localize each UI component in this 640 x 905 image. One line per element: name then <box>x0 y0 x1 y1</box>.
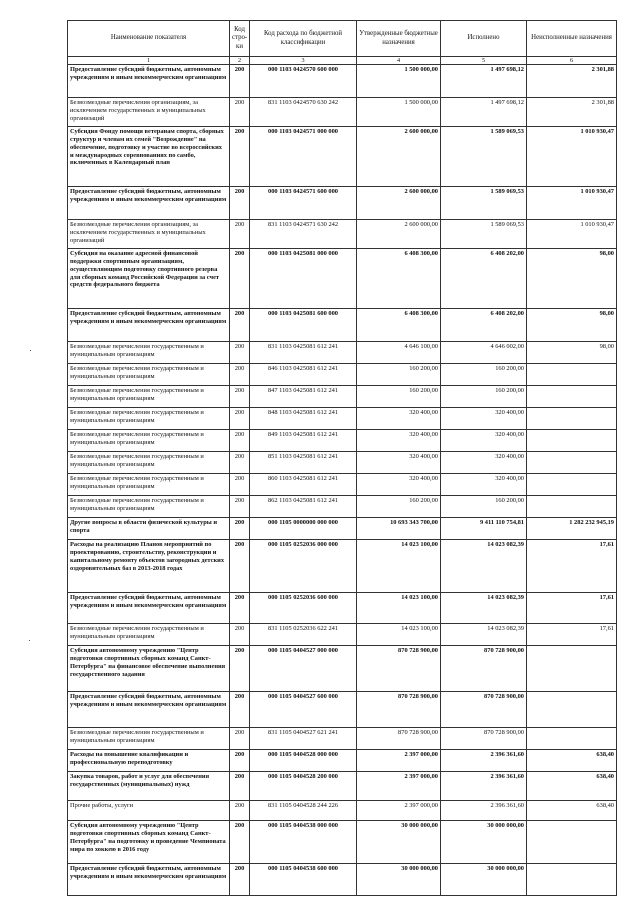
row-approved: 4 646 100,00 <box>357 342 441 364</box>
row-budget-code: 000 1105 0404528 200 000 <box>250 772 357 801</box>
row-line-code: 200 <box>230 386 250 408</box>
table-row <box>68 750 617 772</box>
row-budget-code: 000 1105 0252036 000 000 <box>250 540 357 593</box>
row-approved: 14 023 100,00 <box>357 624 441 646</box>
row-line-code: 200 <box>230 309 250 342</box>
table-row <box>68 220 617 249</box>
row-unexecuted <box>527 430 617 452</box>
table-row <box>68 452 617 474</box>
row-executed: 870 728 900,00 <box>441 646 527 692</box>
row-executed: 870 728 900,00 <box>441 728 527 750</box>
row-line-code: 200 <box>230 127 250 187</box>
row-unexecuted: 638,40 <box>527 772 617 801</box>
table-row <box>68 692 617 728</box>
row-executed: 2 396 361,60 <box>441 801 527 821</box>
row-name: Безвозмездные перечисления государственным и муниципальным организациям <box>68 474 230 496</box>
row-approved: 1 500 000,00 <box>357 98 441 127</box>
budget-table <box>67 20 617 896</box>
row-unexecuted: 17,61 <box>527 540 617 593</box>
row-approved: 1 500 000,00 <box>357 65 441 98</box>
row-executed: 14 023 082,39 <box>441 593 527 624</box>
row-executed: 1 589 069,53 <box>441 187 527 220</box>
row-executed: 4 646 002,00 <box>441 342 527 364</box>
row-name: Безвозмездные перечисления организациям, за исключением государственных и муниципальных организаций <box>68 98 230 127</box>
row-line-code: 200 <box>230 430 250 452</box>
row-approved: 14 023 100,00 <box>357 540 441 593</box>
header-approved: Утвержденные бюджетные назначения <box>357 21 441 57</box>
row-approved: 160 200,00 <box>357 386 441 408</box>
row-unexecuted: 638,40 <box>527 801 617 821</box>
row-name: Другие вопросы в области физической культуры и спорта <box>68 518 230 540</box>
row-unexecuted <box>527 408 617 430</box>
row-budget-code: 000 1105 0000000 000 000 <box>250 518 357 540</box>
row-executed: 320 400,00 <box>441 430 527 452</box>
row-executed: 320 400,00 <box>441 474 527 496</box>
row-name: Закупка товаров, работ и услуг для обеспечения государственных (муниципальных) нужд <box>68 772 230 801</box>
row-unexecuted: 98,00 <box>527 342 617 364</box>
row-executed: 870 728 900,00 <box>441 692 527 728</box>
column-number: 3 <box>250 57 357 65</box>
column-number: 4 <box>357 57 441 65</box>
table-column-numbers <box>68 57 617 65</box>
row-unexecuted <box>527 821 617 864</box>
row-executed: 6 408 202,00 <box>441 249 527 309</box>
row-line-code: 200 <box>230 692 250 728</box>
table-row <box>68 646 617 692</box>
row-executed: 30 000 000,00 <box>441 821 527 864</box>
row-unexecuted: 17,61 <box>527 593 617 624</box>
table-body <box>68 65 617 896</box>
row-line-code: 200 <box>230 750 250 772</box>
row-unexecuted <box>527 864 617 896</box>
header-budget-code: Код расхода по бюджетной классификации <box>250 21 357 57</box>
row-name: Субсидия Фонду помощи ветеранам спорта, сборных структур и членам их семей "Возрождение" на обеспечение, подготовку и участие во всероссийских и международных соревнованиях по самбо, включенных в Календарный план <box>68 127 230 187</box>
header-indicator-name: Наименование показателя <box>68 21 230 57</box>
row-unexecuted <box>527 496 617 518</box>
row-budget-code: 000 1105 0252036 600 000 <box>250 593 357 624</box>
row-approved: 2 397 000,00 <box>357 750 441 772</box>
table-row <box>68 864 617 896</box>
row-executed: 1 497 698,12 <box>441 65 527 98</box>
row-executed: 1 589 069,53 <box>441 127 527 187</box>
row-name: Предоставление субсидий бюджетным, автономным учреждениям и иным некоммерческим организациям <box>68 309 230 342</box>
table-row <box>68 364 617 386</box>
table-row <box>68 309 617 342</box>
table-row <box>68 624 617 646</box>
row-name: Безвозмездные перечисления государственным и муниципальным организациям <box>68 728 230 750</box>
row-budget-code: 000 1103 0425081 600 000 <box>250 309 357 342</box>
row-line-code: 200 <box>230 864 250 896</box>
row-executed: 1 589 069,53 <box>441 220 527 249</box>
row-executed: 30 000 000,00 <box>441 864 527 896</box>
row-unexecuted <box>527 646 617 692</box>
table-row <box>68 342 617 364</box>
row-name: Безвозмездные перечисления государственным и муниципальным организациям <box>68 386 230 408</box>
row-budget-code: 831 1105 0404528 244 226 <box>250 801 357 821</box>
row-approved: 6 408 300,00 <box>357 309 441 342</box>
row-executed: 160 200,00 <box>441 386 527 408</box>
row-approved: 30 000 000,00 <box>357 864 441 896</box>
row-line-code: 200 <box>230 772 250 801</box>
row-approved: 870 728 900,00 <box>357 728 441 750</box>
row-unexecuted <box>527 452 617 474</box>
row-budget-code: 851 1103 0425081 612 241 <box>250 452 357 474</box>
row-name: Предоставление субсидий бюджетным, автономным учреждениям и иным некоммерческим организациям <box>68 65 230 98</box>
row-budget-code: 860 1103 0425081 612 241 <box>250 474 357 496</box>
row-line-code: 200 <box>230 518 250 540</box>
row-line-code: 200 <box>230 364 250 386</box>
row-name: Безвозмездные перечисления государственным и муниципальным организациям <box>68 452 230 474</box>
row-name: Предоставление субсидий бюджетным, автономным учреждениям и иным некоммерческим организациям <box>68 187 230 220</box>
row-approved: 2 600 000,00 <box>357 127 441 187</box>
row-approved: 160 200,00 <box>357 364 441 386</box>
table-row <box>68 430 617 452</box>
row-approved: 870 728 900,00 <box>357 646 441 692</box>
row-executed: 320 400,00 <box>441 452 527 474</box>
row-line-code: 200 <box>230 342 250 364</box>
row-executed: 1 497 698,12 <box>441 98 527 127</box>
table-row <box>68 408 617 430</box>
row-unexecuted: 1 010 930,47 <box>527 220 617 249</box>
row-name: Прочие работы, услуги <box>68 801 230 821</box>
row-name: Предоставление субсидий бюджетным, автономным учреждениям и иным некоммерческим организациям <box>68 593 230 624</box>
table-row <box>68 772 617 801</box>
row-line-code: 200 <box>230 220 250 249</box>
row-unexecuted: 638,40 <box>527 750 617 772</box>
row-executed: 2 396 361,60 <box>441 772 527 801</box>
row-unexecuted: 17,61 <box>527 624 617 646</box>
row-unexecuted: 98,00 <box>527 309 617 342</box>
row-line-code: 200 <box>230 540 250 593</box>
row-budget-code: 831 1105 0252036 622 241 <box>250 624 357 646</box>
scan-speck <box>30 350 31 351</box>
row-line-code: 200 <box>230 408 250 430</box>
row-executed: 160 200,00 <box>441 496 527 518</box>
row-budget-code: 000 1103 0425081 000 000 <box>250 249 357 309</box>
row-budget-code: 862 1103 0425081 612 241 <box>250 496 357 518</box>
row-executed: 160 200,00 <box>441 364 527 386</box>
table-row <box>68 518 617 540</box>
row-executed: 2 396 361,60 <box>441 750 527 772</box>
row-executed: 14 023 082,39 <box>441 624 527 646</box>
row-budget-code: 831 1103 0425081 612 241 <box>250 342 357 364</box>
row-unexecuted <box>527 474 617 496</box>
row-approved: 6 408 300,00 <box>357 249 441 309</box>
row-approved: 30 000 000,00 <box>357 821 441 864</box>
row-budget-code: 849 1103 0425081 612 241 <box>250 430 357 452</box>
table-row <box>68 801 617 821</box>
row-budget-code: 000 1103 0424571 600 000 <box>250 187 357 220</box>
row-line-code: 200 <box>230 249 250 309</box>
row-approved: 320 400,00 <box>357 408 441 430</box>
row-approved: 160 200,00 <box>357 496 441 518</box>
scan-speck <box>29 640 30 641</box>
table-row <box>68 386 617 408</box>
row-budget-code: 000 1105 0404527 600 000 <box>250 692 357 728</box>
column-number: 1 <box>68 57 230 65</box>
table-row <box>68 540 617 593</box>
row-name: Безвозмездные перечисления организациям, за исключением государственных и муниципальных организаций <box>68 220 230 249</box>
row-line-code: 200 <box>230 728 250 750</box>
row-line-code: 200 <box>230 452 250 474</box>
row-unexecuted: 1 010 930,47 <box>527 127 617 187</box>
row-budget-code: 000 1105 0404538 000 000 <box>250 821 357 864</box>
row-line-code: 200 <box>230 474 250 496</box>
row-unexecuted: 98,00 <box>527 249 617 309</box>
row-unexecuted: 1 282 232 945,19 <box>527 518 617 540</box>
table-row <box>68 65 617 98</box>
row-approved: 320 400,00 <box>357 452 441 474</box>
column-number: 5 <box>441 57 527 65</box>
row-budget-code: 848 1103 0425081 612 241 <box>250 408 357 430</box>
row-executed: 14 023 082,39 <box>441 540 527 593</box>
row-executed: 6 408 202,00 <box>441 309 527 342</box>
row-budget-code: 847 1103 0425081 612 241 <box>250 386 357 408</box>
header-line-code: Код стро-ки <box>230 21 250 57</box>
row-line-code: 200 <box>230 801 250 821</box>
row-unexecuted: 2 301,88 <box>527 98 617 127</box>
table-row <box>68 496 617 518</box>
row-approved: 2 397 000,00 <box>357 801 441 821</box>
table-row <box>68 127 617 187</box>
table-row <box>68 249 617 309</box>
row-unexecuted <box>527 364 617 386</box>
row-budget-code: 000 1103 0424571 000 000 <box>250 127 357 187</box>
row-name: Предоставление субсидий бюджетным, автономным учреждениям и иным некоммерческим организациям <box>68 864 230 896</box>
row-line-code: 200 <box>230 593 250 624</box>
row-approved: 2 397 000,00 <box>357 772 441 801</box>
row-unexecuted <box>527 386 617 408</box>
table-row <box>68 728 617 750</box>
table-header-row <box>68 21 617 57</box>
row-name: Субсидия автономному учреждению "Центр подготовки спортивных сборных команд Санкт-Петербурга" на подготовку и проведение Чемпионата мира по хоккею в 2016 году <box>68 821 230 864</box>
row-budget-code: 831 1105 0404527 621 241 <box>250 728 357 750</box>
row-line-code: 200 <box>230 624 250 646</box>
row-budget-code: 000 1105 0404538 600 000 <box>250 864 357 896</box>
row-line-code: 200 <box>230 821 250 864</box>
row-approved: 2 600 000,00 <box>357 187 441 220</box>
row-approved: 14 023 100,00 <box>357 593 441 624</box>
row-budget-code: 000 1105 0404528 000 000 <box>250 750 357 772</box>
row-name: Расходы на реализацию Планов мероприятий по проектированию, строительству, реконструкции и капитальному ремонту объектов загородных детских оздоровительных баз в 2013-2018 годах <box>68 540 230 593</box>
row-unexecuted: 1 010 930,47 <box>527 187 617 220</box>
header-unexecuted: Неисполненные назначения <box>527 21 617 57</box>
row-budget-code: 000 1105 0404527 000 000 <box>250 646 357 692</box>
row-name: Безвозмездные перечисления государственным и муниципальным организациям <box>68 496 230 518</box>
row-approved: 2 600 000,00 <box>357 220 441 249</box>
column-number: 2 <box>230 57 250 65</box>
row-name: Расходы на повышение квалификации и профессиональную переподготовку <box>68 750 230 772</box>
table-row <box>68 474 617 496</box>
table-row <box>68 821 617 864</box>
row-name: Предоставление субсидий бюджетным, автономным учреждениям и иным некоммерческим организациям <box>68 692 230 728</box>
table-row <box>68 187 617 220</box>
row-line-code: 200 <box>230 187 250 220</box>
row-line-code: 200 <box>230 98 250 127</box>
row-name: Безвозмездные перечисления государственным и муниципальным организациям <box>68 408 230 430</box>
row-unexecuted <box>527 692 617 728</box>
report-sheet <box>67 20 616 896</box>
row-approved: 320 400,00 <box>357 430 441 452</box>
table-row <box>68 98 617 127</box>
row-approved: 870 728 900,00 <box>357 692 441 728</box>
row-line-code: 200 <box>230 65 250 98</box>
column-number: 6 <box>527 57 617 65</box>
row-budget-code: 831 1103 0424570 630 242 <box>250 98 357 127</box>
row-name: Субсидия автономному учреждению "Центр подготовки спортивных сборных команд Санкт-Петербурга" на финансовое обеспечение выполнения государственного задания <box>68 646 230 692</box>
header-executed: Исполнено <box>441 21 527 57</box>
table-row <box>68 593 617 624</box>
row-name: Безвозмездные перечисления государственным и муниципальным организациям <box>68 364 230 386</box>
row-name: Безвозмездные перечисления государственным и муниципальным организациям <box>68 342 230 364</box>
row-line-code: 200 <box>230 496 250 518</box>
row-name: Субсидия на оказание адресной финансовой поддержки спортивным организациям, осуществляющим подготовку спортивного резерва для сборных команд Российской Федерации за счет средств федерального бюджета <box>68 249 230 309</box>
row-budget-code: 831 1103 0424571 630 242 <box>250 220 357 249</box>
row-name: Безвозмездные перечисления государственным и муниципальным организациям <box>68 430 230 452</box>
row-executed: 320 400,00 <box>441 408 527 430</box>
row-budget-code: 846 1103 0425081 612 241 <box>250 364 357 386</box>
row-approved: 320 400,00 <box>357 474 441 496</box>
row-name: Безвозмездные перечисления государственным и муниципальным организациям <box>68 624 230 646</box>
row-line-code: 200 <box>230 646 250 692</box>
row-budget-code: 000 1103 0424570 600 000 <box>250 65 357 98</box>
row-unexecuted: 2 301,88 <box>527 65 617 98</box>
row-unexecuted <box>527 728 617 750</box>
row-executed: 9 411 110 754,81 <box>441 518 527 540</box>
row-approved: 10 693 343 700,00 <box>357 518 441 540</box>
